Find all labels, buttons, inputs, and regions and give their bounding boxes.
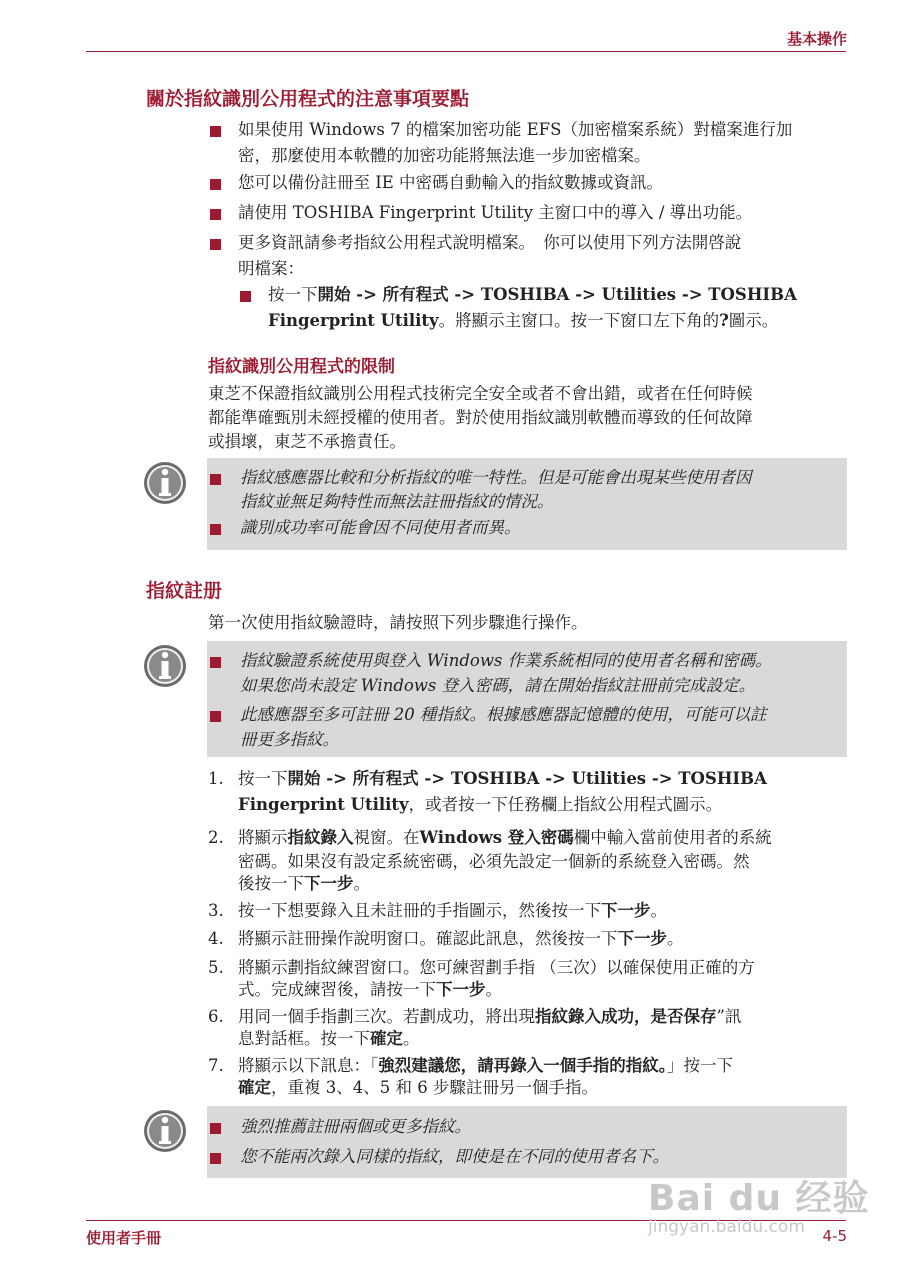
step-4: 將顯示註冊操作說明窗口。確認此訊息，然後按一下下一步。: [238, 929, 684, 948]
note-reg-2-line1: 此感應器至多可註冊 20 種指紋。根據感應器記憶體的使用，可能可以註: [240, 705, 767, 724]
step-number: 7.: [208, 1056, 224, 1075]
bullet-marker: [210, 711, 221, 722]
note-limits-1-line2: 指紋並無足夠特性而無法註冊指紋的情況。: [240, 492, 554, 511]
bullet-marker: [210, 524, 221, 535]
footer-manual-title: 使用者手冊: [86, 1229, 162, 1247]
limits-para-line1: 東芝不保證指紋識別公用程式技術完全安全或者不會出錯，或者在任何時候: [208, 384, 753, 403]
step-7-line1: 將顯示以下訊息：「強烈建議您，請再錄入一個手指的指紋。」按一下: [238, 1056, 733, 1075]
registration-intro: 第一次使用指紋驗證時，請按照下列步驟進行操作。: [208, 613, 588, 632]
section-title-registration: 指紋註册: [146, 580, 223, 602]
step-1-line1: 按一下開始 -> 所有程式 -> TOSHIBA -> Utilities -> TOSHIBA: [238, 769, 767, 788]
step-6-line2: 息對話框。按一下確定。: [238, 1029, 420, 1048]
bullet-backup: 您可以備份註冊至 IE 中密碼自動輸入的指紋數據或資訊。: [238, 173, 664, 192]
step-2-line3: 後按一下下一步。: [238, 874, 370, 893]
limits-para-line2: 都能準確甄別未經授權的使用者。對於使用指紋識別軟體而導致的任何故障: [208, 408, 753, 427]
bullet-marker: [210, 209, 221, 220]
step-number: 2.: [208, 828, 224, 847]
note-final-2: 您不能兩次錄入同樣的指紋，即使是在不同的使用者名下。: [240, 1147, 669, 1166]
step-number: 5.: [208, 958, 224, 977]
running-header: 基本操作: [786, 30, 847, 48]
bullet-marker: [210, 239, 221, 250]
sub-bullet-line1: 按一下開始 -> 所有程式 -> TOSHIBA -> Utilities -> TOSHIBA: [268, 285, 797, 304]
info-icon: [142, 1108, 188, 1154]
step-number: 6.: [208, 1007, 224, 1026]
step-2-line1: 將顯示指紋錄入視窗。在Windows 登入密碼欄中輸入當前使用者的系統: [238, 828, 772, 847]
sub-bullet-line2: Fingerprint Utility。將顯示主窗口。按一下窗口左下角的?圖示。: [268, 311, 779, 330]
info-icon: [142, 643, 188, 689]
note-limits-1-line1: 指紋感應器比較和分析指紋的唯一特性。但是可能會出現某些使用者因: [240, 468, 752, 487]
step-3: 按一下想要錄入且未註冊的手指圖示，然後按一下下一步。: [238, 901, 667, 920]
section-title-notes: 關於指紋識別公用程式的注意事項要點: [146, 88, 470, 110]
page-number: 4-5: [822, 1227, 847, 1245]
sub-bullet-marker: [240, 291, 251, 302]
header-rule: [86, 51, 846, 52]
step-6-line1: 用同一個手指劃三次。若劃成功，將出現指紋錄入成功，是否保存”訊: [238, 1007, 742, 1026]
watermark-brand: Bai du 经验: [648, 1178, 870, 1219]
note-final-1: 強烈推薦註冊兩個或更多指紋。: [240, 1117, 471, 1136]
bullet-marker: [210, 474, 221, 485]
bullet-efs-line1: 如果使用 Windows 7 的檔案加密功能 EFS（加密檔案系統）對檔案進行加: [238, 120, 793, 139]
bullet-marker: [210, 1153, 221, 1164]
bullet-marker: [210, 1123, 221, 1134]
step-1-line2: Fingerprint Utility，或者按一下任務欄上指紋公用程式圖示。: [238, 795, 723, 814]
limits-para-line3: 或損壞，東芝不承擔責任。: [208, 432, 406, 451]
bullet-efs-line2: 密，那麼使用本軟體的加密功能將無法進一步加密檔案。: [238, 146, 651, 165]
step-2-line2: 密碼。如果沒有設定系統密碼，必須先設定一個新的系統登入密碼。然: [238, 852, 750, 871]
step-number: 3.: [208, 901, 224, 920]
note-reg-1-line2: 如果您尚未設定 Windows 登入密碼，請在開始指紋註冊前完成設定。: [240, 676, 756, 695]
note-reg-1-line1: 指紋驗證系統使用與登入 Windows 作業系統相同的使用者名稱和密碼。: [240, 651, 772, 670]
note-reg-2-line2: 冊更多指紋。: [240, 730, 339, 749]
baidu-watermark: [648, 1170, 870, 1237]
section-title-limits: 指紋識別公用程式的限制: [208, 357, 395, 377]
bullet-help-line2: 明檔案：: [238, 259, 304, 278]
watermark-url: jingyan.baidu.com: [648, 1217, 805, 1237]
bullet-marker: [210, 126, 221, 137]
bullet-help-line1: 更多資訊請參考指紋公用程式說明檔案。 你可以使用下列方法開啓說: [238, 233, 742, 252]
step-number: 1.: [208, 769, 224, 788]
step-5-line2: 式。完成練習後，請按一下下一步。: [238, 980, 502, 999]
note-limits-2: 識別成功率可能會因不同使用者而異。: [240, 518, 521, 537]
info-icon: [142, 460, 188, 506]
step-number: 4.: [208, 929, 224, 948]
bullet-marker: [210, 657, 221, 668]
step-7-line2: 確定，重複 3、4、5 和 6 步驟註冊另一個手指。: [238, 1078, 598, 1097]
step-5-line1: 將顯示劃指紋練習窗口。您可練習劃手指 （三次）以確保使用正確的方: [238, 958, 755, 977]
bullet-marker: [210, 179, 221, 190]
bullet-import-export: 請使用 TOSHIBA Fingerprint Utility 主窗口中的導入 / 導出功能。: [238, 203, 753, 222]
